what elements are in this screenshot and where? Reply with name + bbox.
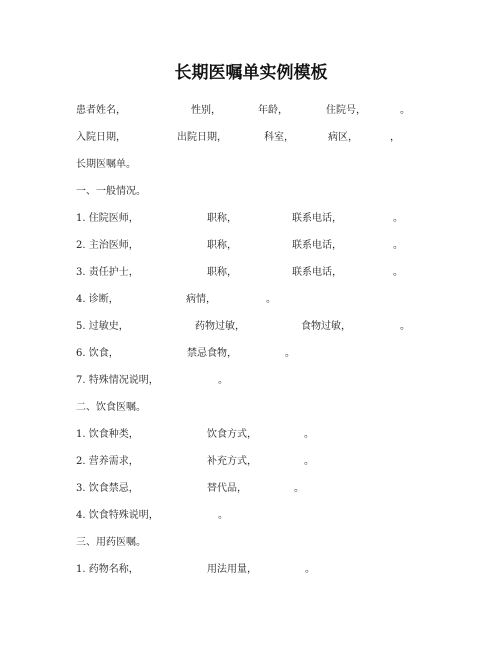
text-line bbox=[0, 508, 502, 524]
field-label: 病区， bbox=[328, 132, 358, 143]
field-label: 6. 饮食， bbox=[76, 348, 119, 359]
field-label: 长期医嘱单。 bbox=[76, 159, 136, 170]
field-label: 7. 特殊情况说明， bbox=[76, 375, 159, 386]
field-label: 科室， bbox=[264, 132, 294, 143]
text-line bbox=[0, 130, 502, 146]
field-label: 。 bbox=[285, 348, 295, 359]
text-line bbox=[0, 400, 502, 416]
text-line bbox=[0, 373, 502, 389]
text-line bbox=[0, 292, 502, 308]
field-label: 4. 饮食特殊说明， bbox=[76, 510, 159, 521]
field-label: 。 bbox=[305, 564, 315, 575]
field-label: 禁忌食物， bbox=[187, 348, 237, 359]
field-label: 患者姓名， bbox=[76, 105, 126, 116]
field-label: 职称， bbox=[207, 267, 237, 278]
text-line bbox=[0, 319, 502, 335]
field-label: 出院日期， bbox=[177, 132, 227, 143]
text-line bbox=[0, 184, 502, 200]
text-line bbox=[0, 562, 502, 578]
field-label: 职称， bbox=[207, 240, 237, 251]
field-label: 。 bbox=[218, 375, 228, 386]
field-label: 1. 饮食种类， bbox=[76, 429, 139, 440]
text-line bbox=[0, 535, 502, 551]
field-label: 2. 营养需求， bbox=[76, 456, 139, 467]
field-label: 性别， bbox=[191, 105, 221, 116]
field-label: 。 bbox=[393, 240, 403, 251]
field-label: 联系电话， bbox=[292, 240, 342, 251]
field-label: 年龄， bbox=[258, 105, 288, 116]
field-label: 3. 饮食禁忌， bbox=[76, 483, 139, 494]
field-label: 。 bbox=[400, 105, 410, 116]
field-label: 二、饮食医嘱。 bbox=[76, 402, 146, 413]
field-label: 。 bbox=[393, 213, 403, 224]
field-label: 住院号， bbox=[326, 105, 366, 116]
field-label: 食物过敏， bbox=[301, 321, 351, 332]
field-label: 联系电话， bbox=[292, 267, 342, 278]
field-label: 补充方式， bbox=[207, 456, 257, 467]
field-label: 4. 诊断， bbox=[76, 294, 119, 305]
field-label: 。 bbox=[304, 429, 314, 440]
field-label: 1. 住院医师， bbox=[76, 213, 139, 224]
field-label: ， bbox=[390, 132, 400, 143]
text-line bbox=[0, 238, 502, 254]
field-label: 5. 过敏史， bbox=[76, 321, 129, 332]
field-label: 。 bbox=[400, 321, 410, 332]
field-label: 入院日期， bbox=[76, 132, 126, 143]
field-label: 病情， bbox=[186, 294, 216, 305]
field-label: 替代品， bbox=[207, 483, 247, 494]
field-label: 1. 药物名称， bbox=[76, 564, 139, 575]
text-line bbox=[0, 454, 502, 470]
field-label: 饮食方式， bbox=[207, 429, 257, 440]
field-label: 。 bbox=[393, 267, 403, 278]
field-label: 一、一般情况。 bbox=[76, 186, 146, 197]
field-label: 2. 主治医师， bbox=[76, 240, 139, 251]
text-line bbox=[0, 481, 502, 497]
field-label: 。 bbox=[294, 483, 304, 494]
field-label: 。 bbox=[266, 294, 276, 305]
field-label: 3. 责任护士， bbox=[76, 267, 139, 278]
field-label: 用法用量， bbox=[207, 564, 257, 575]
text-line bbox=[0, 157, 502, 173]
field-label: 药物过敏， bbox=[195, 321, 245, 332]
document-title: 长期医嘱单实例模板 bbox=[174, 63, 328, 83]
text-line bbox=[0, 265, 502, 281]
field-label: 联系电话， bbox=[292, 213, 342, 224]
field-label: 。 bbox=[304, 456, 314, 467]
field-label: 。 bbox=[218, 510, 228, 521]
text-line bbox=[0, 346, 502, 362]
text-line bbox=[0, 211, 502, 227]
text-line bbox=[0, 103, 502, 119]
field-label: 三、用药医嘱。 bbox=[76, 537, 146, 548]
text-line bbox=[0, 427, 502, 443]
field-label: 职称， bbox=[207, 213, 237, 224]
